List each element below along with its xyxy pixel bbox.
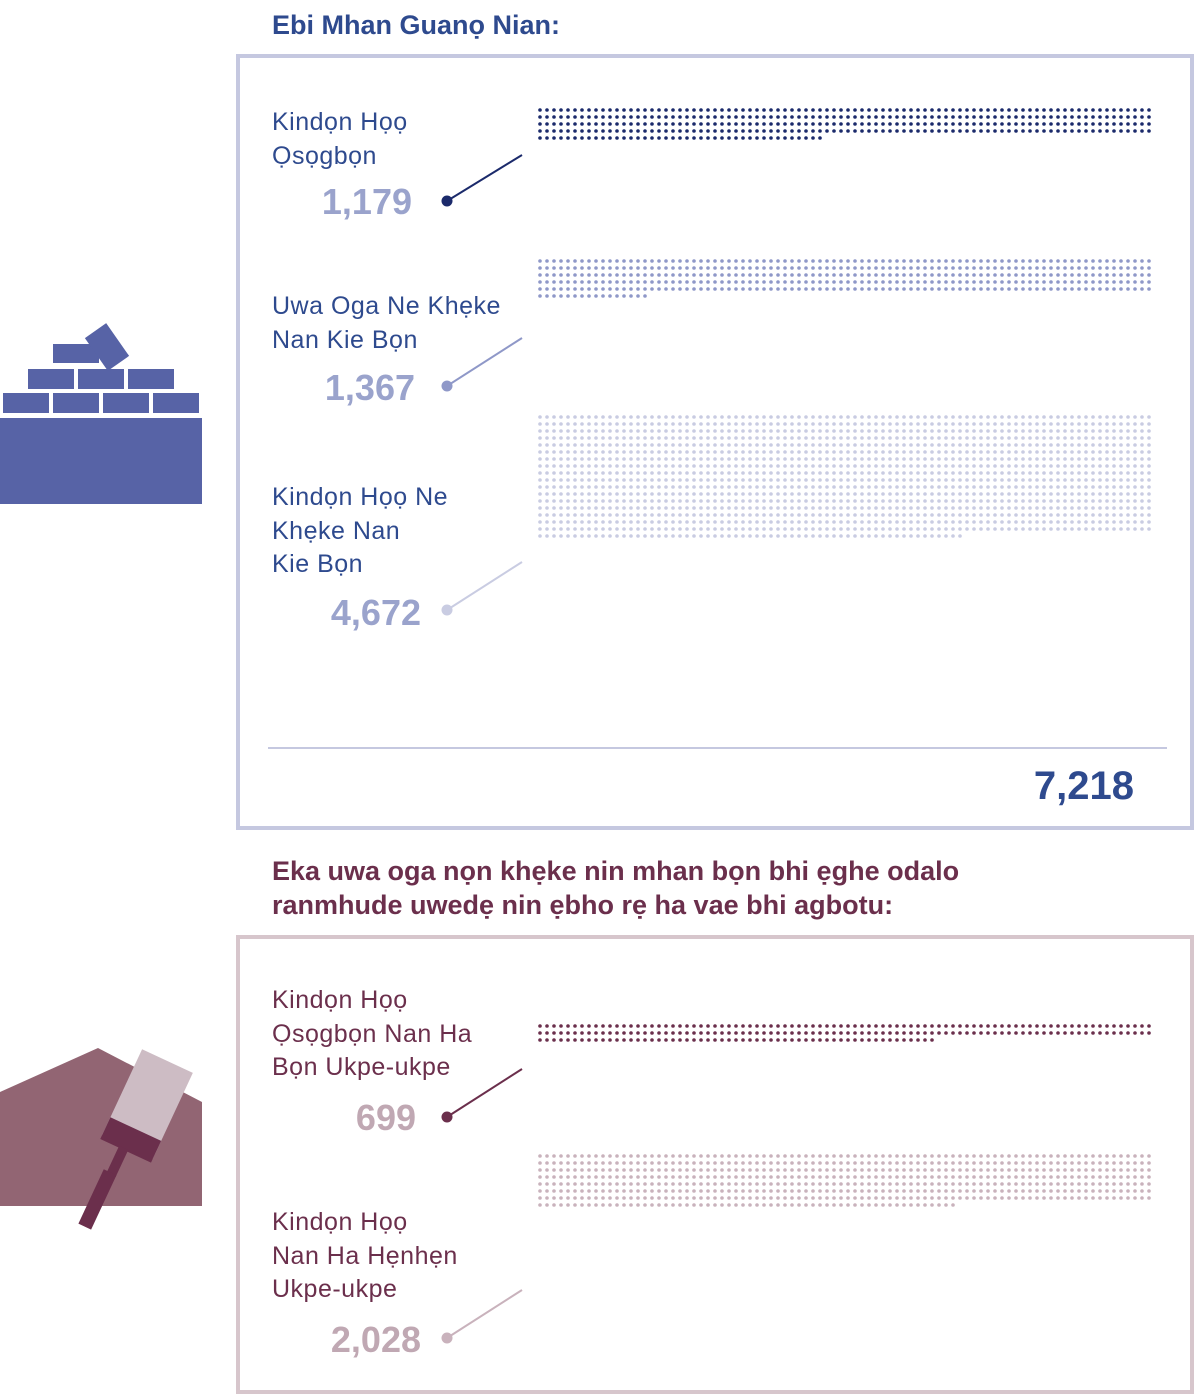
section2-leader-dot-0: [442, 1112, 453, 1123]
section1-leader-dot-1: [442, 381, 453, 392]
data-label: 1,179: [321, 181, 412, 222]
section2-bar-1: [538, 1154, 1151, 1207]
section1-leader-line-1: [447, 338, 522, 386]
section1-bar-2: [538, 415, 1151, 538]
data-label: 1,367: [324, 367, 415, 408]
row-label: Kindọn Họọ Ọsọgbọn: [272, 108, 408, 170]
section1-bar-1: [538, 259, 1151, 298]
row-label: Kindọn Họọ Ọsọgbọn Nan Ha Bọn Ukpe-ukpe: [272, 986, 473, 1081]
section2-leader-line-0: [447, 1069, 522, 1117]
row-label: Kindọn Họọ Nan Ha Hẹnhẹn Ukpe-ukpe: [272, 1208, 458, 1303]
section1-leader-line-2: [447, 562, 522, 610]
row-label: Kindọn Họọ Ne Khẹke Nan Kie Bọn: [272, 483, 449, 578]
section1-bar-0: [538, 108, 1151, 140]
section1-leader-dot-0: [442, 196, 453, 207]
section2-leader-dot-1: [442, 1333, 453, 1344]
row-label: Uwa Oga Ne Khẹke Nan Kie Bọn: [272, 292, 501, 354]
total-value: 7,218: [1033, 764, 1134, 808]
section1-leader-line-0: [447, 155, 522, 201]
data-label: 699: [355, 1097, 416, 1138]
data-label: 2,028: [330, 1319, 421, 1360]
section2-leader-line-1: [447, 1290, 522, 1338]
chart-title-1: Ebi Mhan Guanọ Nian:: [272, 10, 560, 40]
chart-title-2: Eka uwa oga nọn khẹke nin mhan bọn bhi ẹghe odalo ranmhude uwedẹ nin ẹbho rẹ ha vae bhi agbotu:: [272, 856, 960, 920]
section2-bar-0: [538, 1024, 1151, 1042]
section1-leader-dot-2: [442, 605, 453, 616]
data-label: 4,672: [330, 592, 421, 633]
